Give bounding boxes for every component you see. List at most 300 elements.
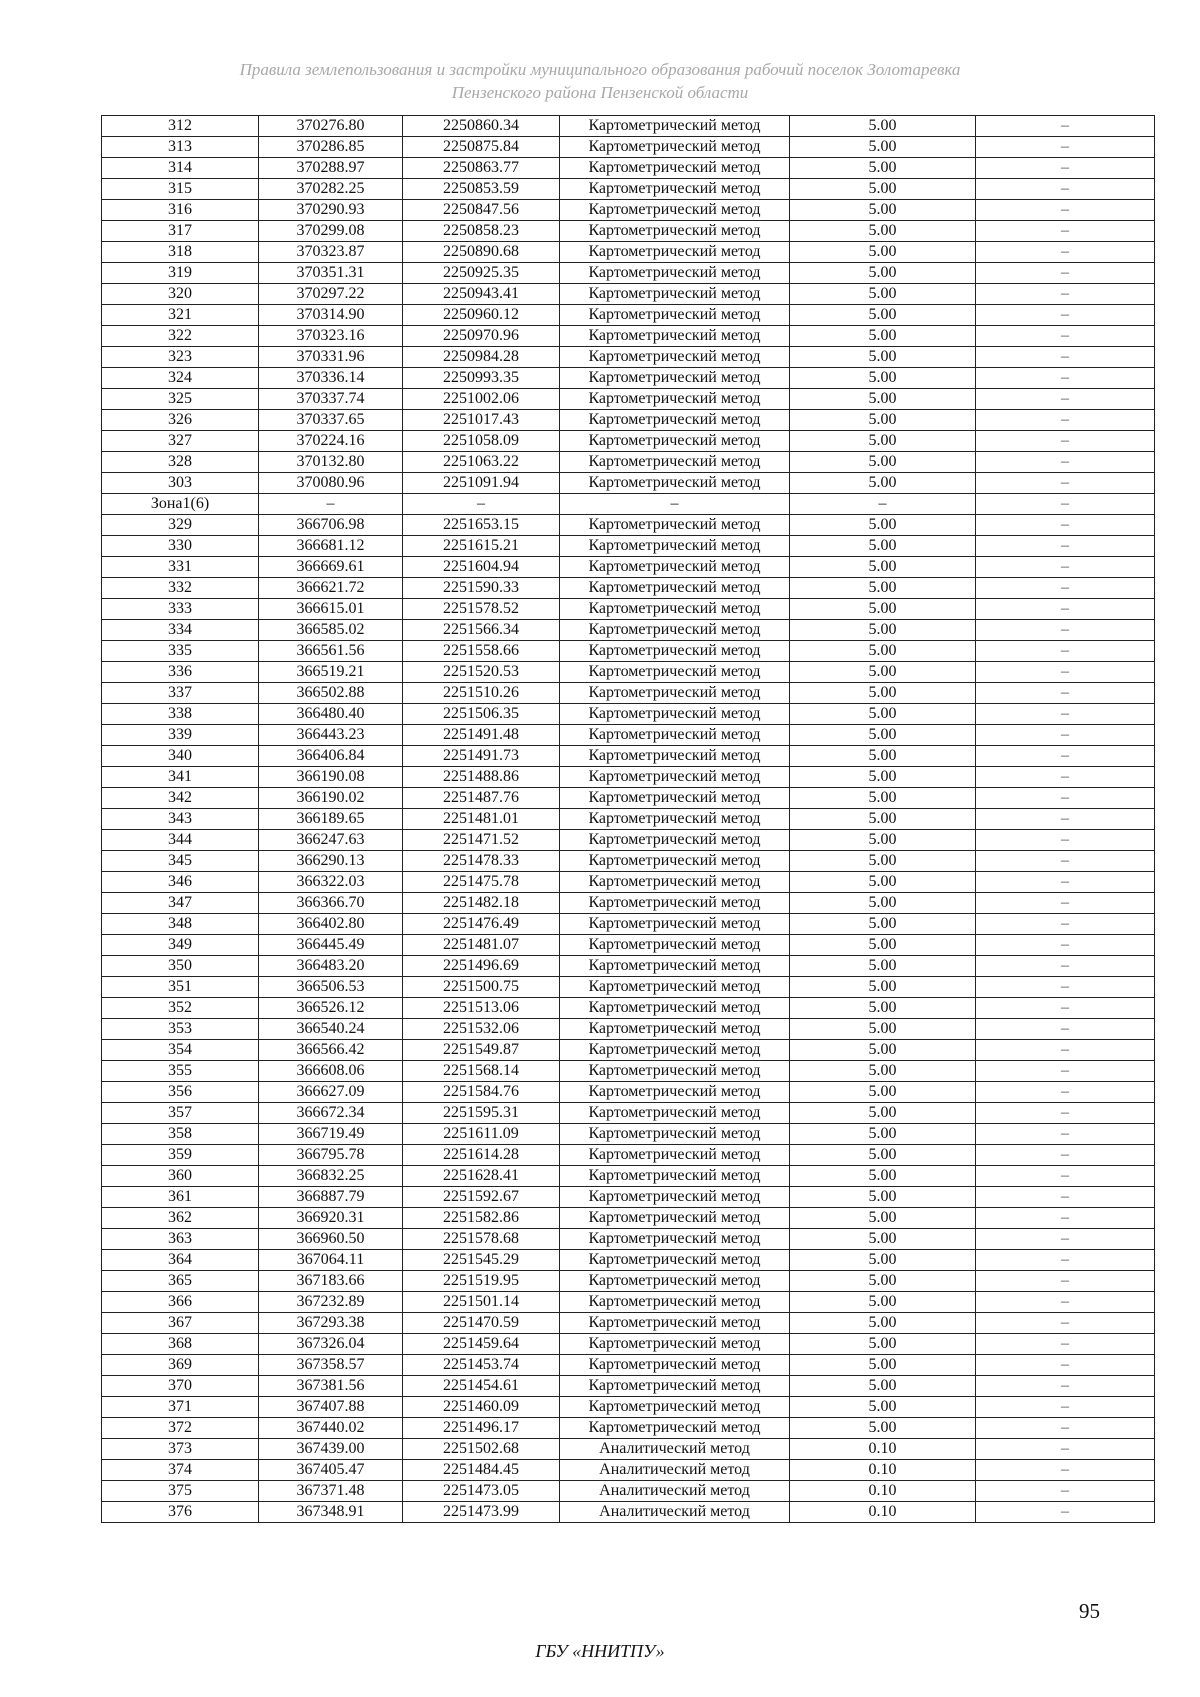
- note-cell: –: [976, 1061, 1155, 1082]
- point-number-cell: 303: [102, 473, 259, 494]
- x-coordinate-cell: 366719.49: [259, 1124, 403, 1145]
- method-cell: Картометрический метод: [560, 473, 790, 494]
- point-number-cell: 342: [102, 788, 259, 809]
- accuracy-cell: 5.00: [790, 137, 976, 158]
- accuracy-cell: 5.00: [790, 200, 976, 221]
- table-row: [102, 1439, 1155, 1460]
- point-number-cell: 341: [102, 767, 259, 788]
- y-coordinate-cell: 2251595.31: [403, 1103, 560, 1124]
- method-cell: Картометрический метод: [560, 830, 790, 851]
- method-cell: Картометрический метод: [560, 179, 790, 200]
- method-cell: Картометрический метод: [560, 956, 790, 977]
- note-cell: –: [976, 1439, 1155, 1460]
- accuracy-cell: 5.00: [790, 1124, 976, 1145]
- method-cell: Картометрический метод: [560, 1355, 790, 1376]
- x-coordinate-cell: 367440.02: [259, 1418, 403, 1439]
- note-cell: –: [976, 851, 1155, 872]
- accuracy-cell: 5.00: [790, 746, 976, 767]
- point-number-cell: 375: [102, 1481, 259, 1502]
- y-coordinate-cell: 2251488.86: [403, 767, 560, 788]
- table-row: [102, 1250, 1155, 1271]
- x-coordinate-cell: 370351.31: [259, 263, 403, 284]
- table-row: [102, 935, 1155, 956]
- accuracy-cell: 5.00: [790, 620, 976, 641]
- note-cell: –: [976, 704, 1155, 725]
- accuracy-cell: 5.00: [790, 1061, 976, 1082]
- x-coordinate-cell: 366483.20: [259, 956, 403, 977]
- accuracy-cell: 5.00: [790, 1313, 976, 1334]
- y-coordinate-cell: 2251614.28: [403, 1145, 560, 1166]
- coordinates-table: [101, 115, 1155, 1523]
- point-number-cell: 351: [102, 977, 259, 998]
- method-cell: Аналитический метод: [560, 1481, 790, 1502]
- table-row: [102, 494, 1155, 515]
- y-coordinate-cell: 2250943.41: [403, 284, 560, 305]
- point-number-cell: 346: [102, 872, 259, 893]
- method-cell: Картометрический метод: [560, 263, 790, 284]
- accuracy-cell: 5.00: [790, 599, 976, 620]
- x-coordinate-cell: 367293.38: [259, 1313, 403, 1334]
- y-coordinate-cell: 2251475.78: [403, 872, 560, 893]
- table-row: [102, 1271, 1155, 1292]
- note-cell: –: [976, 1124, 1155, 1145]
- note-cell: –: [976, 1019, 1155, 1040]
- table-row: [102, 1460, 1155, 1481]
- note-cell: –: [976, 1187, 1155, 1208]
- accuracy-cell: 5.00: [790, 1187, 976, 1208]
- accuracy-cell: 0.10: [790, 1481, 976, 1502]
- table-row: [102, 851, 1155, 872]
- table-row: [102, 1481, 1155, 1502]
- point-number-cell: 359: [102, 1145, 259, 1166]
- table-row: [102, 599, 1155, 620]
- table-row: [102, 326, 1155, 347]
- y-coordinate-cell: 2250970.96: [403, 326, 560, 347]
- method-cell: Картометрический метод: [560, 872, 790, 893]
- method-cell: Картометрический метод: [560, 116, 790, 137]
- accuracy-cell: 5.00: [790, 410, 976, 431]
- x-coordinate-cell: 367439.00: [259, 1439, 403, 1460]
- point-number-cell: 337: [102, 683, 259, 704]
- y-coordinate-cell: 2250925.35: [403, 263, 560, 284]
- note-cell: –: [976, 620, 1155, 641]
- y-coordinate-cell: –: [403, 494, 560, 515]
- y-coordinate-cell: 2251482.18: [403, 893, 560, 914]
- point-number-cell: 325: [102, 389, 259, 410]
- point-number-cell: 371: [102, 1397, 259, 1418]
- y-coordinate-cell: 2251519.95: [403, 1271, 560, 1292]
- y-coordinate-cell: 2250863.77: [403, 158, 560, 179]
- method-cell: Картометрический метод: [560, 305, 790, 326]
- method-cell: Аналитический метод: [560, 1439, 790, 1460]
- method-cell: Картометрический метод: [560, 1166, 790, 1187]
- note-cell: –: [976, 935, 1155, 956]
- table-row: [102, 830, 1155, 851]
- point-number-cell: 350: [102, 956, 259, 977]
- x-coordinate-cell: 366561.56: [259, 641, 403, 662]
- table-row: [102, 1376, 1155, 1397]
- point-number-cell: 315: [102, 179, 259, 200]
- table-row: [102, 221, 1155, 242]
- table-row: [102, 1397, 1155, 1418]
- note-cell: –: [976, 536, 1155, 557]
- y-coordinate-cell: 2251568.14: [403, 1061, 560, 1082]
- y-coordinate-cell: 2250860.34: [403, 116, 560, 137]
- x-coordinate-cell: 370337.74: [259, 389, 403, 410]
- x-coordinate-cell: 366681.12: [259, 536, 403, 557]
- point-number-cell: 312: [102, 116, 259, 137]
- y-coordinate-cell: 2251549.87: [403, 1040, 560, 1061]
- x-coordinate-cell: 370336.14: [259, 368, 403, 389]
- point-number-cell: 357: [102, 1103, 259, 1124]
- note-cell: –: [976, 1292, 1155, 1313]
- y-coordinate-cell: 2251453.74: [403, 1355, 560, 1376]
- x-coordinate-cell: 367326.04: [259, 1334, 403, 1355]
- accuracy-cell: –: [790, 494, 976, 515]
- table-row: [102, 284, 1155, 305]
- table-row: [102, 410, 1155, 431]
- y-coordinate-cell: 2251592.67: [403, 1187, 560, 1208]
- accuracy-cell: 5.00: [790, 1208, 976, 1229]
- y-coordinate-cell: 2251017.43: [403, 410, 560, 431]
- x-coordinate-cell: 366706.98: [259, 515, 403, 536]
- y-coordinate-cell: 2251481.07: [403, 935, 560, 956]
- x-coordinate-cell: 366519.21: [259, 662, 403, 683]
- x-coordinate-cell: 367064.11: [259, 1250, 403, 1271]
- method-cell: Аналитический метод: [560, 1460, 790, 1481]
- table-row: [102, 557, 1155, 578]
- note-cell: –: [976, 1040, 1155, 1061]
- accuracy-cell: 5.00: [790, 368, 976, 389]
- x-coordinate-cell: 367183.66: [259, 1271, 403, 1292]
- method-cell: Картометрический метод: [560, 410, 790, 431]
- point-number-cell: 324: [102, 368, 259, 389]
- y-coordinate-cell: 2250993.35: [403, 368, 560, 389]
- note-cell: –: [976, 1502, 1155, 1523]
- point-number-cell: 339: [102, 725, 259, 746]
- point-number-cell: 372: [102, 1418, 259, 1439]
- accuracy-cell: 5.00: [790, 1040, 976, 1061]
- note-cell: –: [976, 410, 1155, 431]
- x-coordinate-cell: 366627.09: [259, 1082, 403, 1103]
- accuracy-cell: 5.00: [790, 1397, 976, 1418]
- table-row: [102, 305, 1155, 326]
- table-row: [102, 515, 1155, 536]
- y-coordinate-cell: 2251471.52: [403, 830, 560, 851]
- accuracy-cell: 5.00: [790, 389, 976, 410]
- note-cell: –: [976, 1355, 1155, 1376]
- point-number-cell: 368: [102, 1334, 259, 1355]
- y-coordinate-cell: 2251058.09: [403, 431, 560, 452]
- point-number-cell: 319: [102, 263, 259, 284]
- method-cell: Картометрический метод: [560, 368, 790, 389]
- accuracy-cell: 5.00: [790, 242, 976, 263]
- method-cell: Картометрический метод: [560, 1334, 790, 1355]
- note-cell: –: [976, 641, 1155, 662]
- accuracy-cell: 5.00: [790, 914, 976, 935]
- table-row: [102, 1418, 1155, 1439]
- header-line-1: Правила землепользования и застройки муниципального образования рабочий поселок Золотаревка: [239, 60, 961, 79]
- note-cell: –: [976, 494, 1155, 515]
- point-number-cell: 353: [102, 1019, 259, 1040]
- method-cell: Картометрический метод: [560, 1103, 790, 1124]
- table-row: [102, 368, 1155, 389]
- point-number-cell: 363: [102, 1229, 259, 1250]
- note-cell: –: [976, 746, 1155, 767]
- note-cell: –: [976, 1481, 1155, 1502]
- point-number-cell: 360: [102, 1166, 259, 1187]
- accuracy-cell: 5.00: [790, 1271, 976, 1292]
- point-number-cell: 331: [102, 557, 259, 578]
- table-row: [102, 956, 1155, 977]
- method-cell: Картометрический метод: [560, 1019, 790, 1040]
- table-row: [102, 389, 1155, 410]
- x-coordinate-cell: 367232.89: [259, 1292, 403, 1313]
- y-coordinate-cell: 2251584.76: [403, 1082, 560, 1103]
- x-coordinate-cell: 366406.84: [259, 746, 403, 767]
- accuracy-cell: 5.00: [790, 956, 976, 977]
- point-number-cell: 318: [102, 242, 259, 263]
- note-cell: –: [976, 473, 1155, 494]
- note-cell: –: [976, 977, 1155, 998]
- method-cell: Картометрический метод: [560, 599, 790, 620]
- y-coordinate-cell: 2251460.09: [403, 1397, 560, 1418]
- x-coordinate-cell: 367407.88: [259, 1397, 403, 1418]
- table-row: [102, 725, 1155, 746]
- note-cell: –: [976, 809, 1155, 830]
- table-row: [102, 1355, 1155, 1376]
- point-number-cell: 333: [102, 599, 259, 620]
- point-number-cell: 335: [102, 641, 259, 662]
- method-cell: Картометрический метод: [560, 284, 790, 305]
- point-number-cell: 366: [102, 1292, 259, 1313]
- x-coordinate-cell: 370286.85: [259, 137, 403, 158]
- point-number-cell: 369: [102, 1355, 259, 1376]
- x-coordinate-cell: 366672.34: [259, 1103, 403, 1124]
- method-cell: Картометрический метод: [560, 389, 790, 410]
- accuracy-cell: 5.00: [790, 1019, 976, 1040]
- method-cell: Картометрический метод: [560, 998, 790, 1019]
- y-coordinate-cell: 2251459.64: [403, 1334, 560, 1355]
- table-row: [102, 431, 1155, 452]
- method-cell: Картометрический метод: [560, 1418, 790, 1439]
- x-coordinate-cell: 370299.08: [259, 221, 403, 242]
- point-number-cell: 328: [102, 452, 259, 473]
- x-coordinate-cell: 366621.72: [259, 578, 403, 599]
- table-row: [102, 641, 1155, 662]
- table-row: [102, 977, 1155, 998]
- method-cell: Картометрический метод: [560, 809, 790, 830]
- y-coordinate-cell: 2251582.86: [403, 1208, 560, 1229]
- note-cell: –: [976, 326, 1155, 347]
- y-coordinate-cell: 2251091.94: [403, 473, 560, 494]
- accuracy-cell: 5.00: [790, 1166, 976, 1187]
- y-coordinate-cell: 2251476.49: [403, 914, 560, 935]
- table-row: [102, 1502, 1155, 1523]
- x-coordinate-cell: 366608.06: [259, 1061, 403, 1082]
- point-number-cell: 367: [102, 1313, 259, 1334]
- point-number-cell: 316: [102, 200, 259, 221]
- method-cell: Картометрический метод: [560, 1082, 790, 1103]
- note-cell: –: [976, 1418, 1155, 1439]
- point-number-cell: Зона1(6): [102, 494, 259, 515]
- point-number-cell: 348: [102, 914, 259, 935]
- y-coordinate-cell: 2251481.01: [403, 809, 560, 830]
- table-row: [102, 788, 1155, 809]
- x-coordinate-cell: 366795.78: [259, 1145, 403, 1166]
- accuracy-cell: 5.00: [790, 1082, 976, 1103]
- y-coordinate-cell: 2250960.12: [403, 305, 560, 326]
- coordinates-table-body: [102, 116, 1155, 1523]
- method-cell: Картометрический метод: [560, 1187, 790, 1208]
- y-coordinate-cell: 2251491.73: [403, 746, 560, 767]
- method-cell: Картометрический метод: [560, 1292, 790, 1313]
- table-row: [102, 536, 1155, 557]
- accuracy-cell: 5.00: [790, 431, 976, 452]
- table-row: [102, 1292, 1155, 1313]
- point-number-cell: 364: [102, 1250, 259, 1271]
- accuracy-cell: 5.00: [790, 893, 976, 914]
- note-cell: –: [976, 956, 1155, 977]
- method-cell: Картометрический метод: [560, 767, 790, 788]
- point-number-cell: 355: [102, 1061, 259, 1082]
- method-cell: Картометрический метод: [560, 1061, 790, 1082]
- table-row: [102, 1166, 1155, 1187]
- accuracy-cell: 5.00: [790, 1145, 976, 1166]
- note-cell: –: [976, 200, 1155, 221]
- point-number-cell: 329: [102, 515, 259, 536]
- x-coordinate-cell: 370224.16: [259, 431, 403, 452]
- method-cell: Картометрический метод: [560, 347, 790, 368]
- accuracy-cell: 5.00: [790, 221, 976, 242]
- accuracy-cell: 5.00: [790, 1334, 976, 1355]
- point-number-cell: 370: [102, 1376, 259, 1397]
- note-cell: –: [976, 1376, 1155, 1397]
- point-number-cell: 314: [102, 158, 259, 179]
- table-row: [102, 179, 1155, 200]
- y-coordinate-cell: 2251496.69: [403, 956, 560, 977]
- point-number-cell: 340: [102, 746, 259, 767]
- note-cell: –: [976, 1250, 1155, 1271]
- point-number-cell: 327: [102, 431, 259, 452]
- note-cell: –: [976, 452, 1155, 473]
- point-number-cell: 343: [102, 809, 259, 830]
- accuracy-cell: 5.00: [790, 179, 976, 200]
- y-coordinate-cell: 2251510.26: [403, 683, 560, 704]
- x-coordinate-cell: 366566.42: [259, 1040, 403, 1061]
- x-coordinate-cell: 370314.90: [259, 305, 403, 326]
- x-coordinate-cell: 370297.22: [259, 284, 403, 305]
- accuracy-cell: 5.00: [790, 704, 976, 725]
- accuracy-cell: 5.00: [790, 1103, 976, 1124]
- table-row: [102, 1229, 1155, 1250]
- y-coordinate-cell: 2251558.66: [403, 641, 560, 662]
- table-row: [102, 1124, 1155, 1145]
- x-coordinate-cell: 370276.80: [259, 116, 403, 137]
- x-coordinate-cell: 366832.25: [259, 1166, 403, 1187]
- x-coordinate-cell: 366960.50: [259, 1229, 403, 1250]
- point-number-cell: 358: [102, 1124, 259, 1145]
- point-number-cell: 332: [102, 578, 259, 599]
- x-coordinate-cell: 367371.48: [259, 1481, 403, 1502]
- method-cell: Картометрический метод: [560, 1040, 790, 1061]
- accuracy-cell: 5.00: [790, 1292, 976, 1313]
- y-coordinate-cell: 2251628.41: [403, 1166, 560, 1187]
- method-cell: Картометрический метод: [560, 1313, 790, 1334]
- x-coordinate-cell: 366247.63: [259, 830, 403, 851]
- y-coordinate-cell: 2251566.34: [403, 620, 560, 641]
- point-number-cell: 362: [102, 1208, 259, 1229]
- point-number-cell: 373: [102, 1439, 259, 1460]
- method-cell: Картометрический метод: [560, 851, 790, 872]
- table-row: [102, 809, 1155, 830]
- method-cell: Картометрический метод: [560, 557, 790, 578]
- method-cell: Картометрический метод: [560, 1397, 790, 1418]
- header-line-2: Пензенского района Пензенской области: [451, 83, 749, 102]
- note-cell: –: [976, 368, 1155, 389]
- point-number-cell: 321: [102, 305, 259, 326]
- note-cell: –: [976, 1208, 1155, 1229]
- y-coordinate-cell: 2251487.76: [403, 788, 560, 809]
- table-row: [102, 872, 1155, 893]
- method-cell: Картометрический метод: [560, 935, 790, 956]
- table-row: [102, 746, 1155, 767]
- table-row: [102, 1145, 1155, 1166]
- note-cell: –: [976, 1313, 1155, 1334]
- accuracy-cell: 5.00: [790, 473, 976, 494]
- x-coordinate-cell: 366443.23: [259, 725, 403, 746]
- accuracy-cell: 5.00: [790, 662, 976, 683]
- x-coordinate-cell: 366190.02: [259, 788, 403, 809]
- table-row: [102, 1334, 1155, 1355]
- y-coordinate-cell: 2251491.48: [403, 725, 560, 746]
- x-coordinate-cell: 366366.70: [259, 893, 403, 914]
- point-number-cell: 347: [102, 893, 259, 914]
- note-cell: –: [976, 1103, 1155, 1124]
- note-cell: –: [976, 515, 1155, 536]
- y-coordinate-cell: 2251578.68: [403, 1229, 560, 1250]
- accuracy-cell: 5.00: [790, 1355, 976, 1376]
- x-coordinate-cell: 367381.56: [259, 1376, 403, 1397]
- table-row: [102, 578, 1155, 599]
- x-coordinate-cell: 366615.01: [259, 599, 403, 620]
- method-cell: –: [560, 494, 790, 515]
- table-row: [102, 116, 1155, 137]
- x-coordinate-cell: 370080.96: [259, 473, 403, 494]
- note-cell: –: [976, 1166, 1155, 1187]
- note-cell: –: [976, 1460, 1155, 1481]
- accuracy-cell: 5.00: [790, 641, 976, 662]
- method-cell: Картометрический метод: [560, 242, 790, 263]
- table-row: [102, 473, 1155, 494]
- accuracy-cell: 5.00: [790, 515, 976, 536]
- y-coordinate-cell: 2251611.09: [403, 1124, 560, 1145]
- x-coordinate-cell: 366322.03: [259, 872, 403, 893]
- method-cell: Картометрический метод: [560, 1124, 790, 1145]
- table-row: [102, 347, 1155, 368]
- y-coordinate-cell: 2251590.33: [403, 578, 560, 599]
- method-cell: Картометрический метод: [560, 137, 790, 158]
- point-number-cell: 320: [102, 284, 259, 305]
- x-coordinate-cell: 366506.53: [259, 977, 403, 998]
- method-cell: Картометрический метод: [560, 200, 790, 221]
- note-cell: –: [976, 662, 1155, 683]
- point-number-cell: 349: [102, 935, 259, 956]
- y-coordinate-cell: 2250847.56: [403, 200, 560, 221]
- method-cell: Картометрический метод: [560, 1271, 790, 1292]
- point-number-cell: 336: [102, 662, 259, 683]
- note-cell: –: [976, 1397, 1155, 1418]
